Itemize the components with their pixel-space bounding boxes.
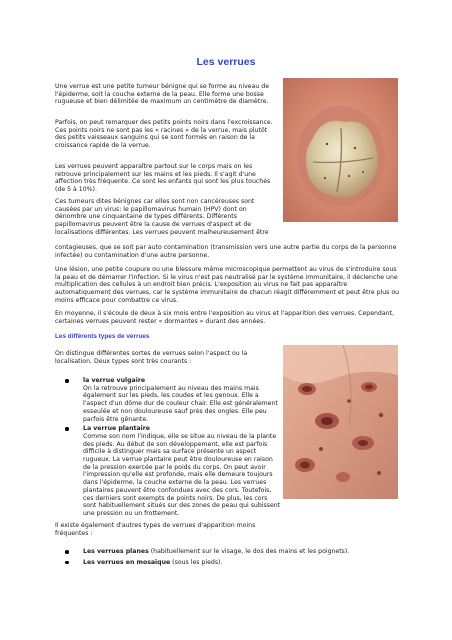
types-subheading: Les différents types de verrues [55,333,150,340]
type-name: La verrue plantaire [83,425,150,433]
bullet [65,379,69,383]
other-type-detail: (sous les pieds). [170,558,223,566]
black-dots-paragraph: Parfois, on peut remarquer des petits points noirs dans l'excroissance. Ces points noirs ne sont pas les « racines » de la verrue, mais plutôt des petits vaisseaux sanguins qui se sont formés en raison de la croissance rapide de la verrue. [55,119,273,150]
other-type-detail: (habituellement sur le visage, le dos des mains et les poignets). [148,548,350,555]
plantar-warts-photo [283,345,398,499]
type-description: On la retrouve principalement au niveau des mains mais également sur les pieds, les coudes et les genoux. Elle a l'aspect d'un dôme dur de couleur chair. Elle est généralement esseulée et non douloureuse sauf près des ongles. Elle peu parfois être gênante. [83,384,278,423]
intro-paragraph: Une verrue est une petite tumeur bénigne qui se forme au niveau de l'épiderme, soit la couche externe de la peau. Elle forme une bosse rugueuse et bien délimitée de maximum un centimètre de diamètre. [55,83,270,106]
other-type-name: Les verrues en mosaïque [83,558,171,566]
cause-paragraph: Ces tumeurs dites bénignes car elles sont non cancéreuses sont causées par un virus: le papillomavirus humain (HPV) dont on dénombre une cinquantaine de types différents. Différents papillomavirus peuvent être la cause de verrues d'aspect et de localisations différentes. Les verrues peuvent malheureusement être [55,198,269,236]
other-type-name: Les verrues planes [83,548,149,555]
bullet [65,561,69,565]
list-item [83,559,403,567]
contagion-paragraph: contagieuses, que se soit par auto contamination (transmission vers une autre partie du corps de la personne infectée) ou contamination d'une autre personne. [55,244,397,259]
type-description: Comme son nom l'indique, elle se situe au niveau de la plante des pieds. Au début de son développement, elle est parfois difficile à distinguer mais sa surface présente un aspect rugueux. La verrue plantaire peut être douloureuse en raison de la pression exercée par le poids du corps. On peut avoir l'impression qu'elle est profonde, mais elle demeure toujours dans l'épiderme, la couche externe de la peau. Les verrues plantaires peuvent être confondues avec des cors. Toutefois, ces derniers sont exempts de points noirs. De plus, les cors sont habituellement situés sur des zones de peau qui subissent une pression ou un frottement. [83,432,281,517]
common-types-list [83,377,281,518]
other-types-list [83,548,403,566]
type-name: la verrue vulgaire [83,377,146,384]
list-item [83,548,403,556]
page-title: Les verrues [196,56,256,68]
incubation-paragraph: En moyenne, il s'écoule de deux à six mois entre l'exposition au virus et l'apparition des verrues. Cependant, certaines verrues peuvent rester « dormantes » durant des années. [55,310,394,325]
types-intro-paragraph: On distingue différentes sortes de verrues selon l'aspect ou la localisation. Deux types sont très courants : [55,350,248,365]
wart-closeup-photo [283,78,398,222]
list-item [83,377,281,423]
list-item [83,425,281,517]
location-paragraph: Les verrues peuvent apparaître partout sur le corps mais on les retrouve principalement sur les mains et les pieds. Il s'agit d'une affection très fréquente. Ce sont les enfants qui sont les plus touchés (de 5 à 10%). [55,163,271,194]
infection-paragraph: Une lésion, une petite coupure ou une blessure même microscopique permettent au virus de s'introduire sous la peau et de démarrer l'infection. Si le virus n'est pas neutralisé par le système immunitaire, il déclenche une multiplication des cellules à un endroit bien précis. L'exposition au virus ne fait pas apparaître automatiquement des verrues, car le système immunitaire de chacun réagit différemment et peut être plus ou moins efficace pour combattre ce virus. [55,266,400,304]
bullet [65,427,69,431]
other-types-intro: Il existe également d'autres types de verrues d'apparition moins fréquentes : [55,522,256,537]
bullet [65,550,69,554]
